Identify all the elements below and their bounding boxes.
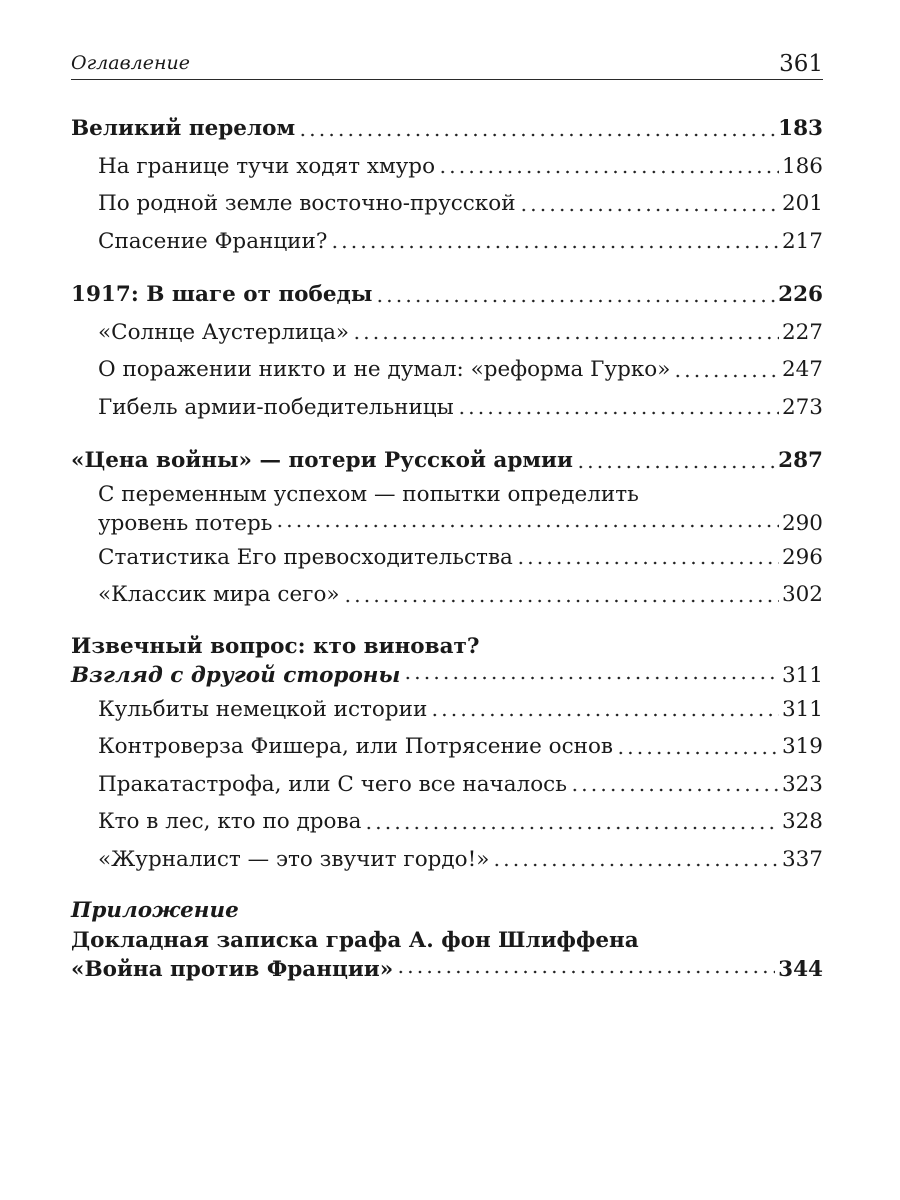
toc-page-number: 337 [781, 846, 823, 872]
toc-section-2[interactable] [71, 276, 823, 314]
toc-item-title: Кульбиты немецкой истории [98, 696, 428, 722]
toc-item-title: Статистика Его превосходительства [98, 544, 513, 570]
dot-leader [364, 803, 779, 841]
toc-item-title: По родной земле восточно-прусской [98, 191, 516, 216]
running-head-title: Оглавление [71, 52, 191, 74]
toc-page-number: 296 [781, 544, 823, 570]
dot-leader [673, 351, 779, 389]
dot-leader [457, 389, 779, 427]
toc-page-number: 226 [778, 282, 823, 307]
toc-page-number: 311 [781, 663, 823, 688]
toc-section-4[interactable] [71, 661, 823, 691]
toc-page-number: 290 [781, 511, 823, 536]
toc-item[interactable] [71, 766, 823, 804]
toc-page-number: 319 [781, 734, 823, 759]
toc-page-number: 183 [778, 116, 823, 141]
toc-item-title: уровень потерь [98, 511, 273, 536]
toc-item-title: «Классик мира сего» [98, 582, 340, 607]
toc-item[interactable] [71, 185, 823, 223]
toc-page-number: 201 [781, 191, 823, 216]
toc-page-number: 227 [781, 319, 823, 345]
running-head [71, 51, 823, 80]
toc-item[interactable] [71, 539, 823, 577]
toc-item-line[interactable]: С переменным успехом — попытки определить [98, 481, 639, 507]
toc-section-title: Великий перелом [71, 116, 296, 141]
toc-item-title: Спасение Франции? [98, 228, 328, 254]
dot-leader [352, 314, 779, 352]
appendix-title-line1[interactable]: Докладная записка графа А. фон Шлиффена [71, 927, 639, 953]
toc-item-title: «Солнце Аустерлица» [98, 319, 350, 345]
toc-item[interactable] [71, 803, 823, 841]
dot-leader [330, 223, 779, 261]
toc-appendix[interactable] [71, 955, 823, 985]
toc-item[interactable] [71, 728, 823, 766]
header-rule [71, 79, 823, 80]
toc-item-title: Кто в лес, кто по дрова [98, 809, 362, 834]
toc-item[interactable] [71, 148, 823, 186]
toc-item-title: Гибель армии-победительницы [98, 394, 454, 420]
toc-item-title: На границе тучи ходят хмуро [98, 153, 436, 179]
dot-leader [516, 539, 779, 577]
toc-item[interactable] [71, 691, 823, 729]
dot-leader [403, 661, 779, 691]
toc-item-title: Пракатастрофа, или С чего все началось [98, 771, 567, 797]
toc-section-title: Взгляд с другой стороны [71, 663, 401, 688]
toc-item[interactable] [71, 314, 823, 352]
toc-page-number: 287 [778, 448, 823, 473]
toc-item[interactable] [71, 389, 823, 427]
toc-section-title: «Цена войны» — потери Русской армии [71, 448, 573, 473]
toc-page-number: 311 [781, 696, 823, 722]
appendix-label: Приложение [71, 898, 239, 923]
dot-leader [298, 110, 775, 148]
dot-leader [438, 148, 779, 186]
dot-leader [275, 509, 779, 539]
dot-leader [492, 841, 779, 879]
toc-page-number: 247 [781, 357, 823, 382]
toc-section-4-line1[interactable]: Извечный вопрос: кто виноват? [71, 633, 480, 659]
page-number: 361 [779, 51, 823, 77]
toc-item[interactable] [71, 576, 823, 614]
toc-item-title: «Журналист — это звучит гордо!» [98, 846, 490, 872]
toc-item-title: О поражении никто и не думал: «реформа Гурко» [98, 357, 671, 382]
toc-page-number: 302 [781, 582, 823, 607]
toc-page-number: 328 [781, 809, 823, 834]
toc-section-3[interactable] [71, 442, 823, 480]
table-of-contents [71, 110, 823, 985]
toc-page-number: 323 [781, 771, 823, 797]
dot-leader [570, 766, 779, 804]
toc-item[interactable] [71, 509, 823, 539]
toc-page-number: 217 [781, 228, 823, 254]
dot-leader [519, 185, 779, 223]
toc-item[interactable] [71, 351, 823, 389]
toc-item[interactable] [71, 223, 823, 261]
toc-section-1[interactable] [71, 110, 823, 148]
toc-item[interactable] [71, 841, 823, 879]
dot-leader [430, 691, 779, 729]
dot-leader [576, 442, 775, 480]
toc-page-number: 344 [778, 957, 823, 982]
toc-item-title: Контроверза Фишера, или Потрясение основ [98, 734, 614, 759]
toc-page-number: 273 [781, 394, 823, 420]
dot-leader [616, 728, 779, 766]
toc-section-title: «Война против Франции» [71, 957, 394, 982]
dot-leader [375, 276, 775, 314]
dot-leader [343, 576, 779, 614]
dot-leader [396, 955, 775, 985]
toc-section-title: 1917: В шаге от победы [71, 282, 373, 307]
toc-page-number: 186 [781, 153, 823, 179]
